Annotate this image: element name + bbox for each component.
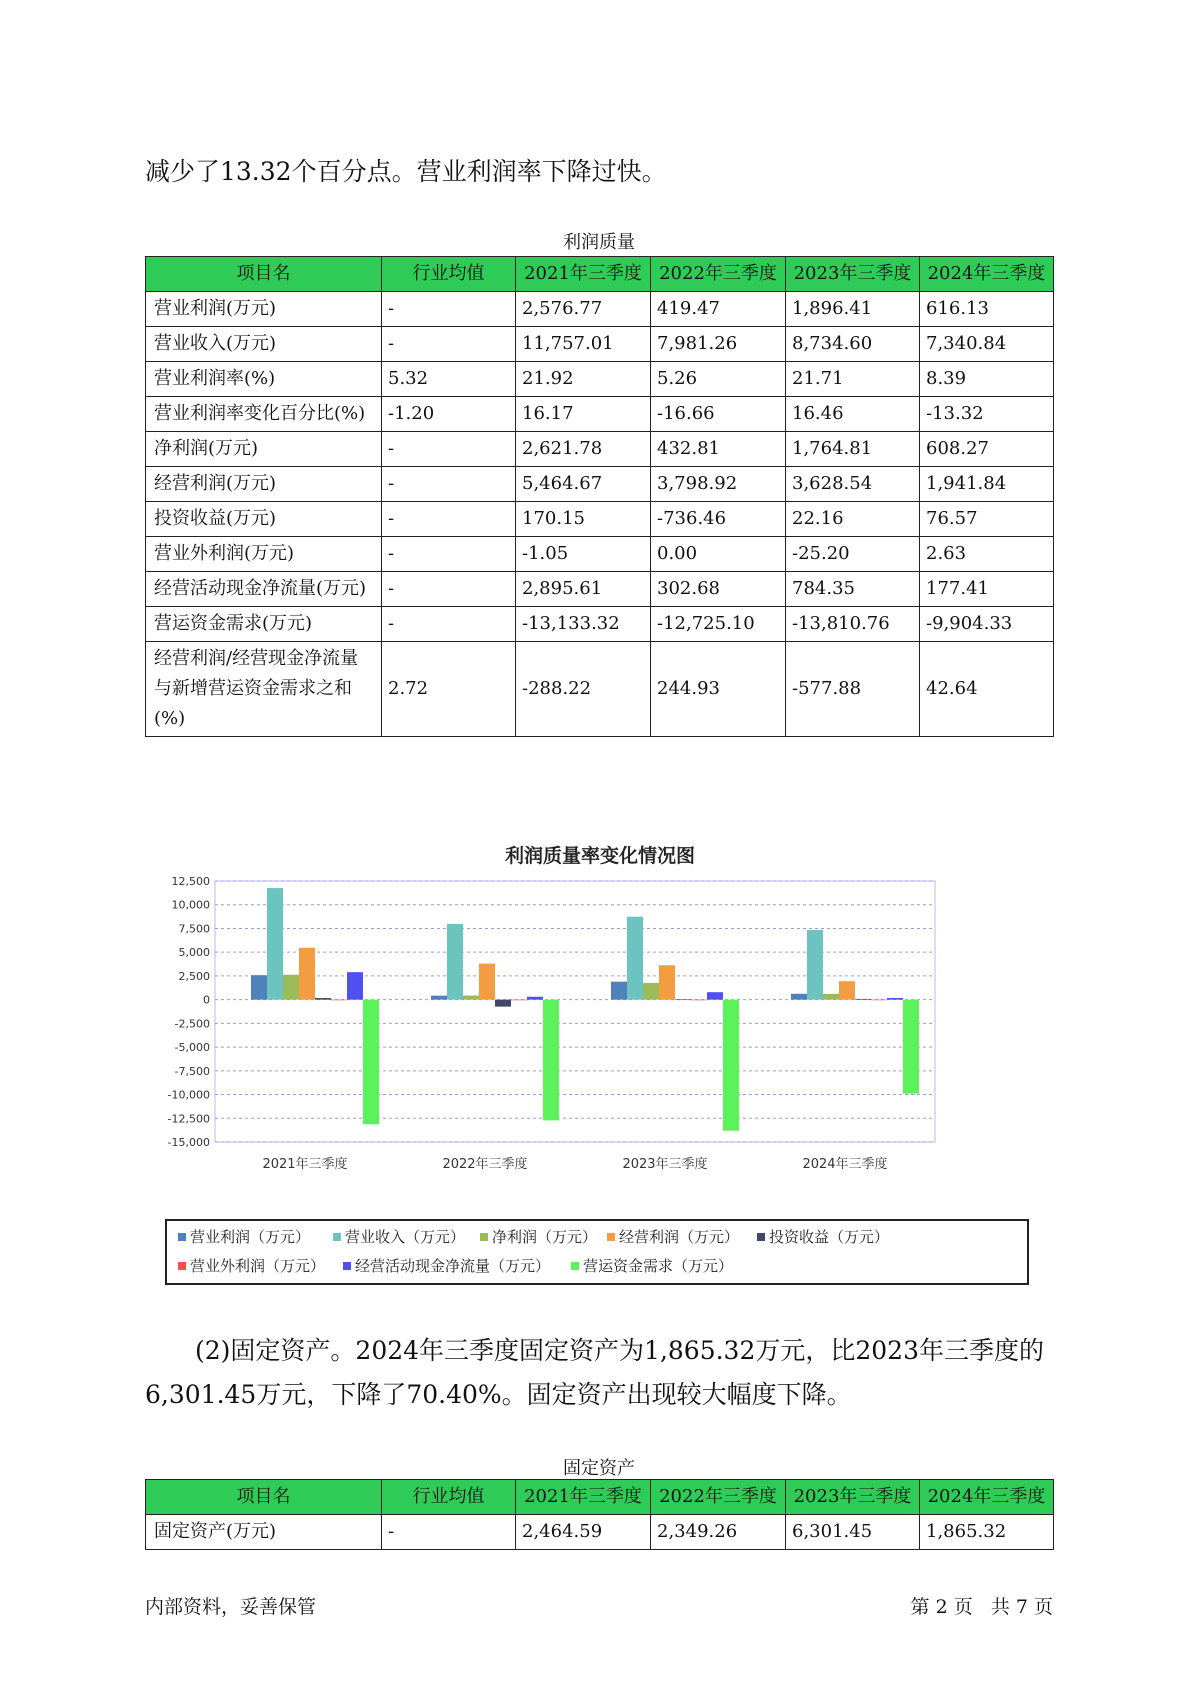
table-cell: 177.41 (920, 572, 1054, 607)
table-cell: -16.66 (651, 397, 786, 432)
bar (839, 981, 855, 999)
legend-label: 经营活动现金净流量（万元） (355, 1257, 551, 1275)
legend-swatch (343, 1262, 351, 1270)
row-label: 经营利润/经营现金净流量与新增营运资金需求之和(%) (146, 642, 382, 737)
header-item: 项目名 (146, 1480, 382, 1515)
table-cell: 11,757.01 (516, 327, 651, 362)
table-cell: 0.00 (651, 537, 786, 572)
table-header-row (146, 257, 1054, 292)
table-cell: - (382, 327, 516, 362)
legend-swatch (178, 1233, 186, 1241)
table-cell: - (382, 432, 516, 467)
y-tick-label: -12,500 (167, 1112, 210, 1126)
header-item: 项目名 (146, 257, 382, 292)
bar (643, 983, 659, 1000)
legend-swatch (480, 1233, 488, 1241)
table-cell: - (382, 607, 516, 642)
bar (675, 999, 691, 1000)
table-cell: 5.26 (651, 362, 786, 397)
x-tick-label: 2021年三季度 (262, 1157, 348, 1172)
table-cell: 1,941.84 (920, 467, 1054, 502)
table-cell: -1.05 (516, 537, 651, 572)
table-cell: - (382, 572, 516, 607)
bar (723, 1000, 739, 1131)
x-tick-label: 2023年三季度 (622, 1157, 708, 1172)
table-row (146, 327, 1054, 362)
table-cell: -577.88 (786, 642, 920, 737)
table-cell: 7,981.26 (651, 327, 786, 362)
profit-quality-chart (160, 838, 1040, 1288)
table-row (146, 397, 1054, 432)
table-cell: 2,349.26 (651, 1515, 786, 1550)
paragraph-fixed-assets: (2)固定资产。2024年三季度固定资产为1,865.32万元，比2023年三季度的6,301.45万元，下降了70.40%。固定资产出现较大幅度下降。 (145, 1336, 1044, 1409)
table-cell: 244.93 (651, 642, 786, 737)
table-cell: 16.46 (786, 397, 920, 432)
header-2022q3: 2022年三季度 (651, 257, 786, 292)
y-tick-label: 2,500 (178, 969, 210, 983)
bar (431, 996, 447, 1000)
profit-quality-table (145, 256, 1054, 737)
table-cell: 432.81 (651, 432, 786, 467)
bar (511, 1000, 527, 1001)
table-cell: -736.46 (651, 502, 786, 537)
table-cell: 784.35 (786, 572, 920, 607)
table-cell: 42.64 (920, 642, 1054, 737)
table-cell: -13,133.32 (516, 607, 651, 642)
table-row (146, 292, 1054, 327)
legend-label: 营业收入（万元） (345, 1228, 466, 1246)
bar (495, 1000, 511, 1007)
header-2023q3: 2023年三季度 (786, 257, 920, 292)
bar (283, 975, 299, 1000)
bar (691, 1000, 707, 1001)
table-cell: 8.39 (920, 362, 1054, 397)
table-cell: 2,621.78 (516, 432, 651, 467)
table-cell: 2,464.59 (516, 1515, 651, 1550)
table-cell: 21.71 (786, 362, 920, 397)
bar (315, 998, 331, 1000)
table-cell: -9,904.33 (920, 607, 1054, 642)
table-cell: -13.32 (920, 397, 1054, 432)
row-label: 经营利润(万元) (146, 467, 382, 502)
y-tick-label: -5,000 (174, 1041, 210, 1055)
table-cell: 1,865.32 (920, 1515, 1054, 1550)
bar (627, 917, 643, 1000)
legend-swatch (178, 1262, 186, 1270)
bar (611, 982, 627, 1000)
legend-label: 净利润（万元） (492, 1228, 598, 1246)
table-cell: 1,896.41 (786, 292, 920, 327)
table-cell: 170.15 (516, 502, 651, 537)
table-header-row (146, 1480, 1054, 1515)
bar (791, 994, 807, 1000)
row-label: 营业利润率(%) (146, 362, 382, 397)
y-tick-label: -15,000 (167, 1136, 210, 1149)
y-tick-label: 12,500 (171, 875, 210, 888)
header-industry-avg: 行业均值 (382, 1480, 516, 1515)
table-cell: 22.16 (786, 502, 920, 537)
table-cell: 6,301.45 (786, 1515, 920, 1550)
table-cell: 2,576.77 (516, 292, 651, 327)
bar (903, 1000, 919, 1094)
table-cell: 2.63 (920, 537, 1054, 572)
table-row (146, 432, 1054, 467)
legend-label: 投资收益（万元） (769, 1228, 890, 1246)
bar (887, 998, 903, 1000)
row-label: 净利润(万元) (146, 432, 382, 467)
bar (659, 965, 675, 999)
bar (363, 1000, 379, 1125)
table-row (146, 1515, 1054, 1550)
bar (447, 924, 463, 1000)
footer-page-number: 第 2 页 共 7 页 (910, 1596, 1053, 1618)
row-label: 营业利润率变化百分比(%) (146, 397, 382, 432)
table-cell: 3,628.54 (786, 467, 920, 502)
bar (871, 1000, 887, 1001)
x-tick-label: 2024年三季度 (802, 1157, 888, 1172)
y-tick-label: -2,500 (174, 1017, 210, 1031)
table-cell: - (382, 502, 516, 537)
table-row (146, 642, 1054, 737)
legend-label: 经营利润（万元） (619, 1228, 740, 1246)
legend-label: 营业利润（万元） (190, 1228, 311, 1246)
header-2024q3: 2024年三季度 (920, 257, 1054, 292)
y-tick-label: -7,500 (174, 1064, 210, 1078)
table-cell: -1.20 (382, 397, 516, 432)
table-row (146, 362, 1054, 397)
row-label: 固定资产(万元) (146, 1515, 382, 1550)
row-label: 营业收入(万元) (146, 327, 382, 362)
table-cell: -12,725.10 (651, 607, 786, 642)
table-cell: 21.92 (516, 362, 651, 397)
table-cell: - (382, 1515, 516, 1550)
header-industry-avg: 行业均值 (382, 257, 516, 292)
header-2023q3: 2023年三季度 (786, 1480, 920, 1515)
row-label: 投资收益(万元) (146, 502, 382, 537)
table-cell: 302.68 (651, 572, 786, 607)
table-row (146, 607, 1054, 642)
table-row (146, 572, 1054, 607)
y-tick-label: 5,000 (178, 946, 210, 960)
table-cell: -13,810.76 (786, 607, 920, 642)
table-cell: 16.17 (516, 397, 651, 432)
table-cell: 1,764.81 (786, 432, 920, 467)
bar (707, 992, 723, 999)
bar (823, 994, 839, 1000)
table-cell: 5.32 (382, 362, 516, 397)
table-cell: 76.57 (920, 502, 1054, 537)
fixed-assets-table (145, 1479, 1054, 1550)
table-cell: 2.72 (382, 642, 516, 737)
header-2021q3: 2021年三季度 (516, 257, 651, 292)
paragraph-top: 减少了13.32个百分点。营业利润率下降过快。 (145, 157, 667, 186)
table-cell: 2,895.61 (516, 572, 651, 607)
legend-swatch (333, 1233, 341, 1241)
row-label: 经营活动现金净流量(万元) (146, 572, 382, 607)
legend-label: 营运资金需求（万元） (583, 1257, 734, 1275)
bar (267, 888, 283, 1000)
table-cell: 8,734.60 (786, 327, 920, 362)
table-row (146, 502, 1054, 537)
header-2022q3: 2022年三季度 (651, 1480, 786, 1515)
header-2021q3: 2021年三季度 (516, 1480, 651, 1515)
chart-title: 利润质量率变化情况图 (504, 845, 696, 867)
table2-caption: 固定资产 (563, 1458, 635, 1479)
plot-area (215, 881, 935, 1142)
row-label: 营运资金需求(万元) (146, 607, 382, 642)
legend-swatch (607, 1233, 615, 1241)
table-cell: - (382, 537, 516, 572)
bar (527, 997, 543, 1000)
table-cell: 5,464.67 (516, 467, 651, 502)
y-tick-label: 7,500 (178, 922, 210, 936)
legend-label: 营业外利润（万元） (190, 1257, 326, 1275)
y-tick-label: -10,000 (167, 1088, 210, 1102)
y-tick-label: 10,000 (171, 898, 210, 912)
header-2024q3: 2024年三季度 (920, 1480, 1054, 1515)
bar (331, 1000, 347, 1001)
row-label: 营业外利润(万元) (146, 537, 382, 572)
table-cell: 616.13 (920, 292, 1054, 327)
bar (251, 975, 267, 999)
bar (479, 964, 495, 1000)
table-cell: - (382, 467, 516, 502)
table-cell: 7,340.84 (920, 327, 1054, 362)
bar (855, 999, 871, 1000)
table-row (146, 537, 1054, 572)
table-cell: - (382, 292, 516, 327)
table-cell: 3,798.92 (651, 467, 786, 502)
bar (347, 972, 363, 999)
y-tick-label: 0 (203, 993, 210, 1007)
table-cell: -288.22 (516, 642, 651, 737)
footer-confidential: 内部资料，妥善保管 (145, 1596, 317, 1618)
table-cell: 608.27 (920, 432, 1054, 467)
row-label: 营业利润(万元) (146, 292, 382, 327)
bar (463, 996, 479, 1000)
table1-caption: 利润质量 (563, 232, 635, 253)
x-tick-label: 2022年三季度 (442, 1157, 528, 1172)
table-row (146, 467, 1054, 502)
table-cell: 419.47 (651, 292, 786, 327)
legend-swatch (571, 1262, 579, 1270)
bar (543, 1000, 559, 1121)
table-cell: -25.20 (786, 537, 920, 572)
bar (807, 930, 823, 1000)
bar (299, 948, 315, 1000)
legend-swatch (757, 1233, 765, 1241)
